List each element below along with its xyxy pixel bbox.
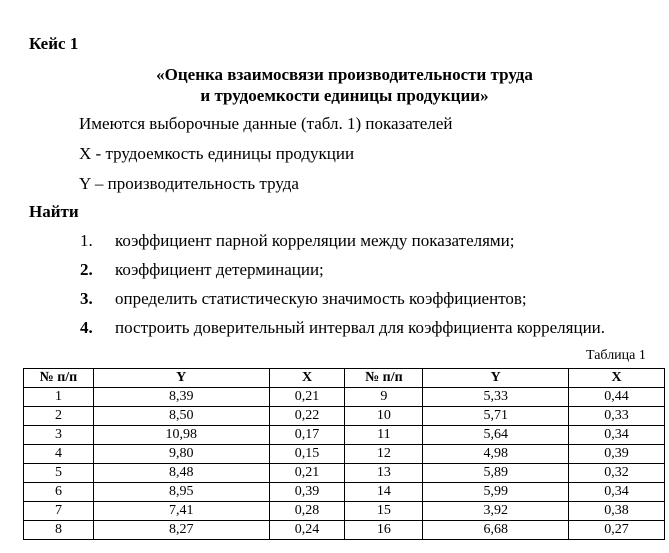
intro-paragraph: Имеются выборочные данные (табл. 1) показателей bbox=[79, 114, 453, 133]
table-cell: 0,44 bbox=[569, 388, 665, 407]
table-cell: 5,71 bbox=[423, 407, 569, 426]
header-cell: № п/п bbox=[345, 369, 423, 388]
table-cell: 8,27 bbox=[93, 521, 269, 540]
table-row bbox=[24, 483, 665, 502]
table-row bbox=[24, 445, 665, 464]
table-cell: 14 bbox=[345, 483, 423, 502]
table-cell: 0,27 bbox=[569, 521, 665, 540]
table-cell: 3 bbox=[24, 426, 94, 445]
table-cell: 4 bbox=[24, 445, 94, 464]
table-cell: 0,24 bbox=[269, 521, 345, 540]
table-cell: 8,39 bbox=[93, 388, 269, 407]
table-cell: 0,38 bbox=[569, 502, 665, 521]
table-cell: 5,33 bbox=[423, 388, 569, 407]
table-cell: 0,22 bbox=[269, 407, 345, 426]
table-cell: 7 bbox=[24, 502, 94, 521]
table-cell: 0,39 bbox=[569, 445, 665, 464]
table-cell: 12 bbox=[345, 445, 423, 464]
header-cell: X bbox=[569, 369, 665, 388]
table-cell: 16 bbox=[345, 521, 423, 540]
table-cell: 0,39 bbox=[269, 483, 345, 502]
table-cell: 6 bbox=[24, 483, 94, 502]
table-row bbox=[24, 502, 665, 521]
table-cell: 6,68 bbox=[423, 521, 569, 540]
table-cell: 1 bbox=[24, 388, 94, 407]
header-cell: Y bbox=[423, 369, 569, 388]
task-number: 1. bbox=[80, 231, 93, 250]
task-text: построить доверительный интервал для коэффициента корреляции. bbox=[115, 318, 606, 337]
task-number: 4. bbox=[80, 318, 93, 337]
table-cell: 10 bbox=[345, 407, 423, 426]
table-cell: 4,98 bbox=[423, 445, 569, 464]
table-cell: 10,98 bbox=[93, 426, 269, 445]
case-title: Кейс 1 bbox=[29, 34, 79, 53]
table-caption: Таблица 1 bbox=[586, 348, 646, 363]
table-cell: 0,34 bbox=[569, 483, 665, 502]
header-cell: X bbox=[269, 369, 345, 388]
table-cell: 8 bbox=[24, 521, 94, 540]
table-cell: 9,80 bbox=[93, 445, 269, 464]
table-cell: 3,92 bbox=[423, 502, 569, 521]
table-cell: 8,48 bbox=[93, 464, 269, 483]
table-cell: 15 bbox=[345, 502, 423, 521]
table-row bbox=[24, 521, 665, 540]
table-cell: 0,21 bbox=[269, 388, 345, 407]
table-cell: 11 bbox=[345, 426, 423, 445]
task-number: 2. bbox=[80, 260, 93, 279]
task-number: 3. bbox=[80, 289, 93, 308]
find-label: Найти bbox=[29, 202, 79, 221]
table-cell: 0,17 bbox=[269, 426, 345, 445]
table-cell: 2 bbox=[24, 407, 94, 426]
table-cell: 0,21 bbox=[269, 464, 345, 483]
table-cell: 0,33 bbox=[569, 407, 665, 426]
task-text: определить статистическую значимость коэффициентов; bbox=[115, 289, 527, 308]
table-cell: 9 bbox=[345, 388, 423, 407]
table-header-row bbox=[24, 369, 665, 388]
table-body bbox=[24, 388, 665, 540]
table-cell: 0,28 bbox=[269, 502, 345, 521]
header-cell: № п/п bbox=[24, 369, 94, 388]
y-definition: Y – производительность труда bbox=[79, 174, 299, 193]
task-text: коэффициент парной корреляции между показателями; bbox=[115, 231, 515, 250]
table-cell: 0,34 bbox=[569, 426, 665, 445]
x-definition: X - трудоемкость единицы продукции bbox=[79, 144, 355, 163]
table-cell: 7,41 bbox=[93, 502, 269, 521]
task-text: коэффициент детерминации; bbox=[115, 260, 324, 279]
heading-line-2: и трудоемкости единицы продукции» bbox=[200, 86, 489, 105]
table-cell: 8,50 bbox=[93, 407, 269, 426]
table-row bbox=[24, 388, 665, 407]
table-cell: 5,89 bbox=[423, 464, 569, 483]
table-cell: 0,32 bbox=[569, 464, 665, 483]
table-cell: 5,99 bbox=[423, 483, 569, 502]
table-cell: 13 bbox=[345, 464, 423, 483]
table-cell: 5,64 bbox=[423, 426, 569, 445]
table-cell: 5 bbox=[24, 464, 94, 483]
table-row bbox=[24, 426, 665, 445]
header-cell: Y bbox=[93, 369, 269, 388]
table-cell: 8,95 bbox=[93, 483, 269, 502]
heading-line-1: «Оценка взаимосвязи производительности труда bbox=[156, 65, 533, 84]
table-row bbox=[24, 464, 665, 483]
table-row bbox=[24, 407, 665, 426]
table-cell: 0,15 bbox=[269, 445, 345, 464]
data-table bbox=[23, 368, 665, 540]
